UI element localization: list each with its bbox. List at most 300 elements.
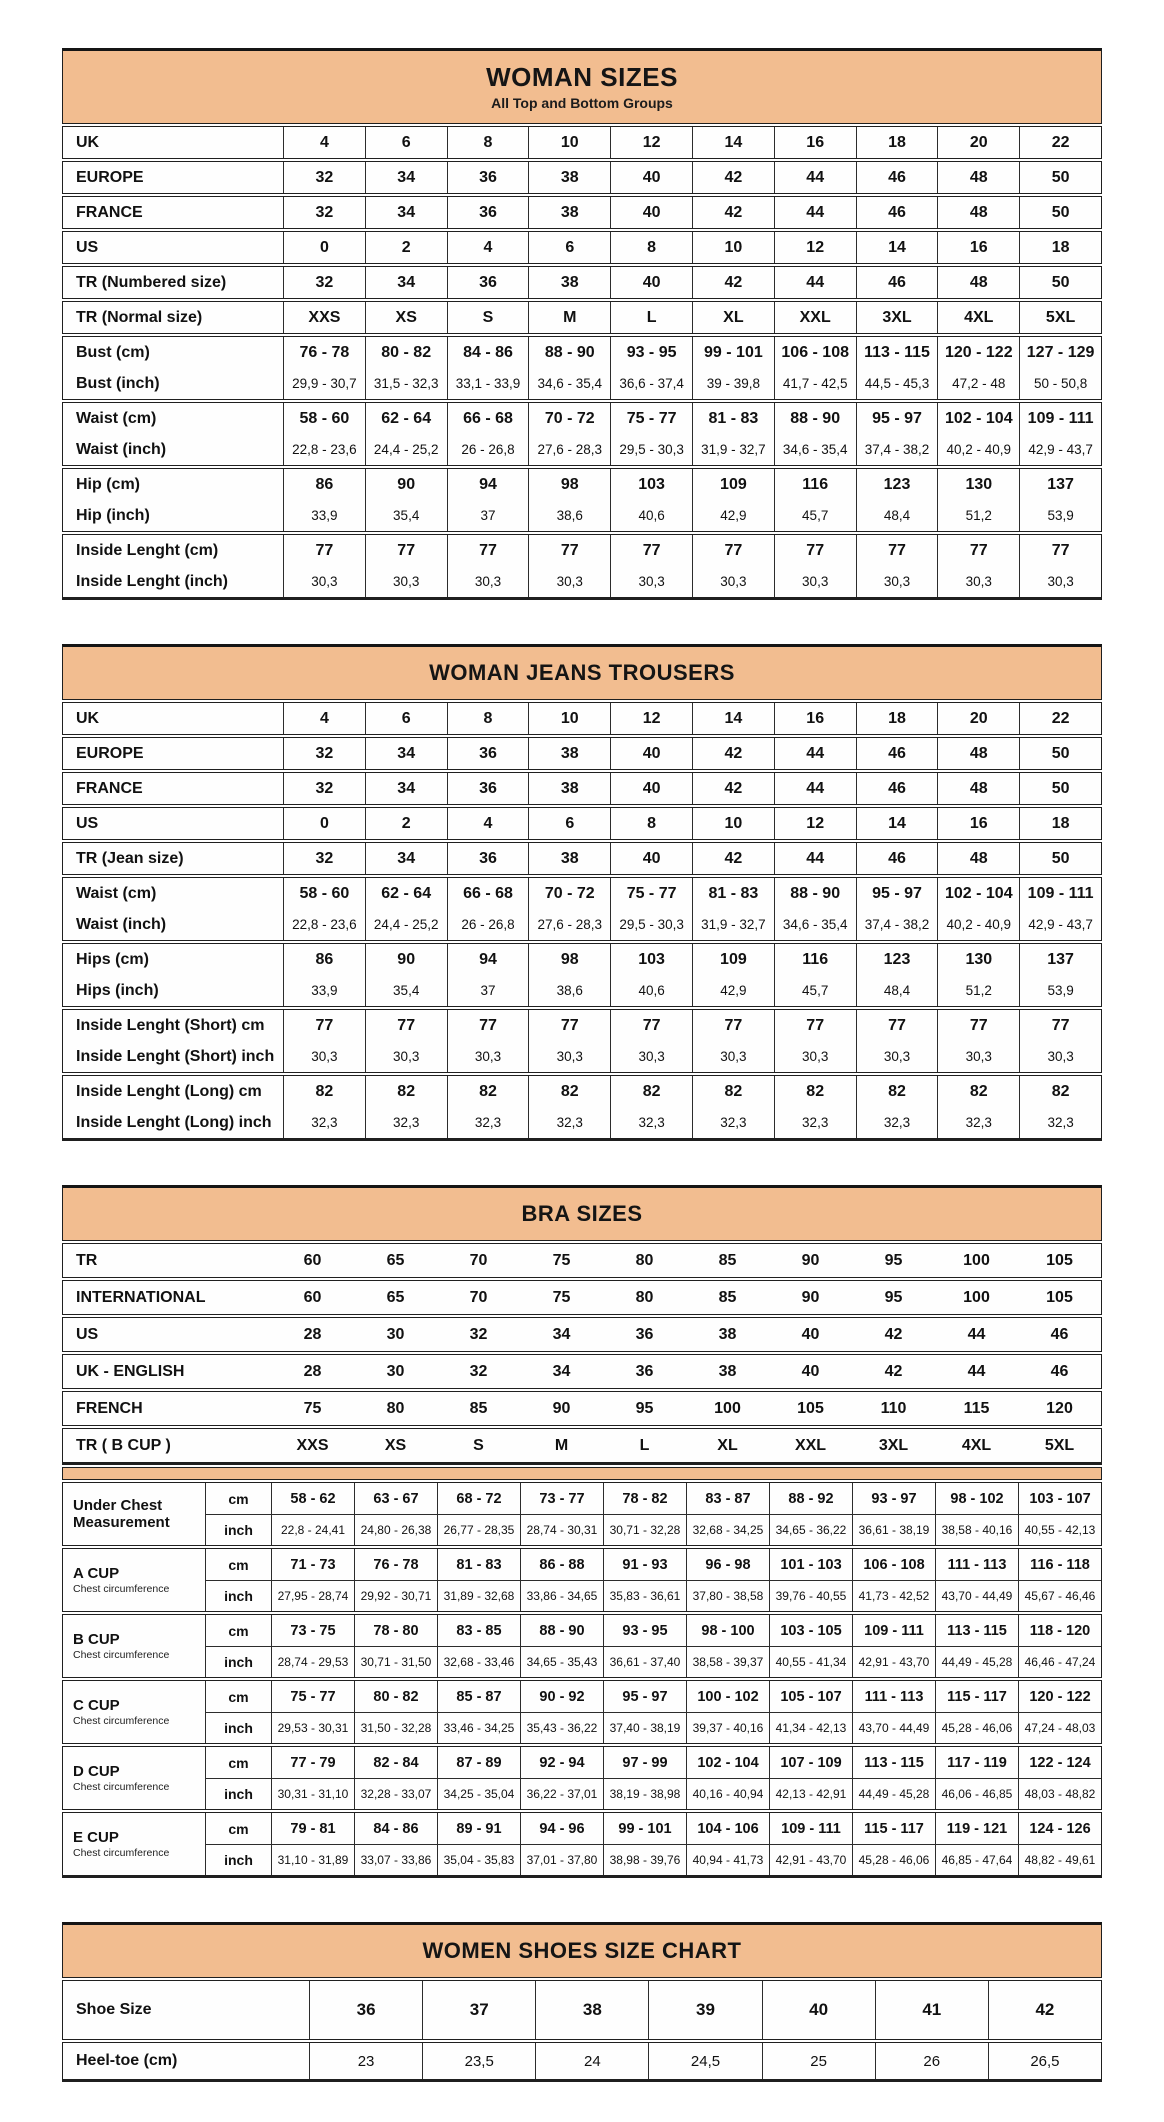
size-cell: 0 [283,808,365,839]
cup-inch-cell: 28,74 - 29,53 [271,1646,354,1677]
size-row-group [62,842,1102,875]
size-cell: 123 [856,469,938,500]
size-row-group [62,1391,1102,1426]
size-cell: 60 [303,1288,322,1306]
size-cell: 42 [692,197,774,228]
size-cell: 77 [528,1010,610,1041]
table-row [63,1981,1101,2039]
table-row [63,975,1101,1006]
size-cell: 50 [1019,773,1101,804]
size-cell: 34 [552,1325,571,1343]
size-cell: L [610,302,692,333]
size-cell: 42 [692,162,774,193]
table-subtitle: All Top and Bottom Groups [491,94,673,111]
size-cell: 99 - 101 [692,337,774,368]
size-cell: 31,9 - 32,7 [692,434,774,465]
size-cell: 24,4 - 25,2 [365,434,447,465]
size-cell: 32,3 [528,1107,610,1138]
size-cell: 82 [283,1076,365,1107]
size-cell: 102 - 104 [937,878,1019,909]
cup-cm-cell: 97 - 99 [603,1747,686,1778]
size-cell: 32 [283,773,365,804]
cup-cm-cell: 84 - 86 [354,1813,437,1844]
table-row [63,500,1101,531]
size-cell: 36 [447,843,529,874]
cup-cm-cell: 92 - 94 [520,1747,603,1778]
size-cell: 16 [774,703,856,734]
bra-sizes-header [62,1185,1102,1241]
size-cell: 12 [774,808,856,839]
size-cell: 77 [283,535,365,566]
size-cell: 30,3 [774,1041,856,1072]
cup-inch-cell: 46,06 - 46,85 [935,1778,1018,1809]
cup-inch-cell: 47,24 - 48,03 [1018,1712,1101,1743]
size-cell: 88 - 90 [774,878,856,909]
size-cell: 137 [1019,944,1101,975]
cup-title: B CUP [73,1630,120,1648]
cup-cm-cell: 79 - 81 [271,1813,354,1844]
size-cell: 50 [1019,162,1101,193]
size-cell: 95 [884,1251,903,1269]
size-cell: 80 [635,1288,654,1306]
size-cell: 93 - 95 [610,337,692,368]
size-cell: 34 [365,738,447,769]
cup-cm-cell: 93 - 95 [603,1615,686,1646]
size-cell: 77 [692,1010,774,1041]
row-label: EUROPE [76,168,144,186]
size-cell: 14 [856,808,938,839]
size-cell: 27,6 - 28,3 [528,434,610,465]
cup-inch-cell: 29,53 - 30,31 [271,1712,354,1743]
cup-cm-cell: 113 - 115 [852,1747,935,1778]
table-row [63,808,1101,839]
cup-cm-cell: 101 - 103 [769,1549,852,1580]
cup-inch-cell: 40,16 - 40,94 [686,1778,769,1809]
size-cell: 40,2 - 40,9 [937,909,1019,940]
table-row [63,878,1101,909]
size-cell: 30,3 [856,566,938,597]
cup-cm-cell: 73 - 77 [520,1483,603,1514]
size-cell: 26 - 26,8 [447,434,529,465]
size-row-group [62,1243,1102,1278]
size-cell: 32,3 [283,1107,365,1138]
cup-cm-cell: 58 - 62 [271,1483,354,1514]
size-cell: 29,9 - 30,7 [283,368,365,399]
size-row-group [62,1980,1102,2040]
size-row-group [62,1075,1102,1141]
cup-subtitle: Chest circumference [73,1649,170,1662]
size-cell: 103 [610,944,692,975]
size-cell: XS [365,302,447,333]
size-cell: 29,5 - 30,3 [610,434,692,465]
size-cell: 38 [528,773,610,804]
cup-cm-cell: 106 - 108 [852,1549,935,1580]
size-cell: 4 [283,703,365,734]
table-row [63,368,1101,399]
size-cell: 40 [610,843,692,874]
size-cell: 90 [552,1399,571,1417]
cup-row-group [62,1680,1102,1744]
size-cell: 50 - 50,8 [1019,368,1101,399]
size-cell: 86 [283,469,365,500]
size-cell: 130 [937,944,1019,975]
cup-inch-cell: 32,28 - 33,07 [354,1778,437,1809]
size-cell: 4 [447,232,529,263]
size-row-group [62,1354,1102,1389]
size-cell: 77 [937,1010,1019,1041]
size-cell: 100 [963,1288,990,1306]
size-cell: 90 [365,469,447,500]
unit-inch-label: inch [205,1778,271,1809]
size-cell: 33,1 - 33,9 [447,368,529,399]
size-cell: 44 [774,267,856,298]
cup-title: D CUP [73,1762,120,1780]
size-cell: 32,3 [856,1107,938,1138]
size-row-group [62,1280,1102,1315]
size-cell: 50 [1019,738,1101,769]
row-label: US [76,814,99,832]
cup-inch-cell: 24,80 - 26,38 [354,1514,437,1545]
size-cell: 42,9 - 43,7 [1019,909,1101,940]
size-cell: 12 [610,703,692,734]
size-cell: 48 [937,738,1019,769]
bra-conversion-grid [62,1243,1102,1465]
cup-inch-cell: 44,49 - 45,28 [852,1778,935,1809]
size-cell: 4 [447,808,529,839]
size-cell: 6 [528,232,610,263]
size-cell: 82 [1019,1076,1101,1107]
size-row-group [62,336,1102,400]
size-cell: 65 [386,1288,405,1306]
size-cell: 82 [610,1076,692,1107]
cup-label [63,1615,205,1677]
cup-cm-cell: 116 - 118 [1018,1549,1101,1580]
cup-inch-cell: 31,89 - 32,68 [437,1580,520,1611]
size-cell: 90 [801,1288,820,1306]
size-cell: 77 [1019,535,1101,566]
table-row [63,1318,1101,1351]
cup-cm-cell: 99 - 101 [603,1813,686,1844]
table-row [63,1244,1101,1277]
size-cell: 50 [1019,267,1101,298]
size-cell: 48,4 [856,500,938,531]
bra-sizes-table [62,1185,1102,1878]
size-cell: 66 - 68 [447,403,529,434]
cup-cm-cell: 98 - 102 [935,1483,1018,1514]
size-cell: 90 [801,1251,820,1269]
cup-cm-cell: 115 - 117 [935,1681,1018,1712]
size-cell: 32,3 [774,1107,856,1138]
table-row [63,1392,1101,1425]
size-cell: 34 [365,773,447,804]
cup-inch-cell: 48,82 - 49,61 [1018,1844,1101,1875]
size-cell: 30,3 [610,566,692,597]
cup-cm-cell: 111 - 113 [852,1681,935,1712]
size-cell: 77 [937,535,1019,566]
size-cell: 80 - 82 [365,337,447,368]
size-cell: 40 [610,162,692,193]
cup-cm-cell: 88 - 90 [520,1615,603,1646]
cup-cm-cell: 119 - 121 [935,1813,1018,1844]
cup-inch-cell: 36,61 - 38,19 [852,1514,935,1545]
size-cell: 40 [801,1362,820,1380]
size-cell: 41,7 - 42,5 [774,368,856,399]
size-row-group [62,772,1102,805]
cup-inch-cell: 48,03 - 48,82 [1018,1778,1101,1809]
size-cell: 23,5 [422,2043,535,2079]
size-cell: 98 [528,469,610,500]
cup-subtitle: Chest circumference [73,1781,170,1794]
size-cell: 40 [762,1981,875,2039]
size-cell: 22 [1019,127,1101,158]
cup-cm-cell: 96 - 98 [686,1549,769,1580]
size-cell: 95 - 97 [856,878,938,909]
size-cell: 45,7 [774,975,856,1006]
size-cell: 32 [283,843,365,874]
size-cell: 100 [714,1399,741,1417]
cup-cm-cell: 88 - 92 [769,1483,852,1514]
size-cell: 127 - 129 [1019,337,1101,368]
size-cell: 16 [774,127,856,158]
cup-inch-cell: 39,37 - 40,16 [686,1712,769,1743]
size-cell: 20 [937,703,1019,734]
size-row-group [62,2042,1102,2082]
cup-inch-cell: 33,46 - 34,25 [437,1712,520,1743]
size-cell: 30,3 [528,1041,610,1072]
bra-cup-grid [62,1482,1102,1878]
size-cell: 44 [967,1362,986,1380]
table-row [63,566,1101,597]
size-cell: 42,9 [692,500,774,531]
size-cell: 22,8 - 23,6 [283,909,365,940]
size-cell: 38 [718,1325,737,1343]
size-cell: 48 [937,843,1019,874]
cup-row-group [62,1812,1102,1878]
size-cell: 75 [303,1399,322,1417]
size-cell: 30,3 [1019,1041,1101,1072]
size-cell: 33,9 [283,975,365,1006]
size-cell: 29,5 - 30,3 [610,909,692,940]
table-title: BRA SIZES [521,1201,643,1227]
size-cell: L [639,1436,650,1454]
size-cell: XL [717,1436,738,1454]
size-cell: 30,3 [937,1041,1019,1072]
size-row-group [62,1428,1102,1465]
size-cell: 32,3 [365,1107,447,1138]
unit-cm-label: cm [205,1615,271,1646]
cup-inch-cell: 32,68 - 34,25 [686,1514,769,1545]
jeans-trousers-table [62,644,1102,1141]
size-cell: 80 [386,1399,405,1417]
size-cell: 40,2 - 40,9 [937,434,1019,465]
cup-cm-cell: 109 - 111 [852,1615,935,1646]
size-cell: 77 [528,535,610,566]
size-cell: 46 [856,738,938,769]
size-cell: 36 [447,197,529,228]
cup-inch-cell: 40,94 - 41,73 [686,1844,769,1875]
cup-inch-cell: 30,71 - 32,28 [603,1514,686,1545]
size-cell: 39 - 39,8 [692,368,774,399]
size-cell: 18 [856,127,938,158]
table-row [63,232,1101,263]
table-row [63,843,1101,874]
size-cell: 8 [447,703,529,734]
size-cell: 44 [774,197,856,228]
size-cell: 109 [692,469,774,500]
size-cell: 34 [365,843,447,874]
orange-divider [62,1467,1102,1480]
size-cell: 32,3 [692,1107,774,1138]
table-row [63,738,1101,769]
size-cell: 82 [365,1076,447,1107]
size-cell: 88 - 90 [528,337,610,368]
size-cell: 39 [648,1981,761,2039]
cup-cm-cell: 77 - 79 [271,1747,354,1778]
cup-inch-cell: 40,55 - 41,34 [769,1646,852,1677]
row-label: TR (Normal size) [76,308,203,326]
size-cell: 30,3 [447,1041,529,1072]
cup-title: E CUP [73,1828,119,1846]
unit-inch-label: inch [205,1646,271,1677]
size-cell: 32 [469,1325,488,1343]
size-cell: 46 [1050,1362,1069,1380]
size-cell: 26 - 26,8 [447,909,529,940]
size-row-group [62,1317,1102,1352]
table-row [63,2043,1101,2079]
size-cell: 116 [774,944,856,975]
table-title: WOMEN SHOES SIZE CHART [422,1938,742,1964]
size-cell: 94 [447,944,529,975]
cup-inch-cell: 42,91 - 43,70 [852,1646,935,1677]
size-cell: 36 [447,738,529,769]
size-cell: 120 [1046,1399,1073,1417]
size-cell: 10 [528,127,610,158]
size-cell: 30,3 [365,1041,447,1072]
row-label: Inside Lenght (Short) inch [76,1047,275,1065]
size-cell: 48 [937,162,1019,193]
size-cell: 50 [1019,843,1101,874]
row-label: TR (Numbered size) [76,273,227,291]
cup-inch-cell: 27,95 - 28,74 [271,1580,354,1611]
table-title: WOMAN JEANS TROUSERS [429,660,735,686]
cup-inch-cell: 37,01 - 37,80 [520,1844,603,1875]
size-cell: 37,4 - 38,2 [856,434,938,465]
size-cell: 18 [856,703,938,734]
row-label: Hip (cm) [76,475,140,493]
woman-sizes-table [62,48,1102,600]
size-cell: 6 [365,127,447,158]
cup-cm-cell: 111 - 113 [935,1549,1018,1580]
cup-inch-cell: 33,86 - 34,65 [520,1580,603,1611]
size-cell: 48 [937,267,1019,298]
unit-cm-label: cm [205,1747,271,1778]
cup-label [63,1813,205,1875]
size-cell: 40 [610,738,692,769]
size-cell: 48 [937,197,1019,228]
row-label: Inside Lenght (Short) cm [76,1016,265,1034]
size-cell: 50 [1019,197,1101,228]
size-cell: 22 [1019,703,1101,734]
size-cell: XXS [283,302,365,333]
row-label: Inside Lenght (Long) inch [76,1113,272,1131]
size-cell: 8 [447,127,529,158]
cup-inch-cell: 38,58 - 40,16 [935,1514,1018,1545]
size-row-group [62,877,1102,941]
size-cell: 70 - 72 [528,878,610,909]
unit-cm-label: cm [205,1681,271,1712]
size-cell: 12 [774,232,856,263]
unit-inch-label: inch [205,1580,271,1611]
cup-label [63,1681,205,1743]
size-cell: 46 [856,843,938,874]
size-cell: 80 [635,1251,654,1269]
size-cell: 10 [692,232,774,263]
size-cell: 77 [283,1010,365,1041]
size-cell: 115 [963,1399,990,1417]
table-row [63,1010,1101,1041]
cup-cm-cell: 78 - 82 [603,1483,686,1514]
size-cell: 30,3 [856,1041,938,1072]
table-title: WOMAN SIZES [486,62,678,93]
table-row [63,1281,1101,1314]
cup-inch-cell: 36,61 - 37,40 [603,1646,686,1677]
row-label: US [76,238,99,256]
cup-cm-cell: 109 - 111 [769,1813,852,1844]
cup-cm-cell: 86 - 88 [520,1549,603,1580]
size-cell: 62 - 64 [365,403,447,434]
size-cell: 110 [880,1399,907,1417]
cup-inch-cell: 34,65 - 35,43 [520,1646,603,1677]
size-cell: 77 [610,535,692,566]
size-cell: 30,3 [774,566,856,597]
cup-cm-cell: 89 - 91 [437,1813,520,1844]
cup-row-group [62,1746,1102,1810]
cup-cm-cell: 78 - 80 [354,1615,437,1646]
size-cell: 41 [875,1981,988,2039]
shoes-size-grid [62,1980,1102,2082]
size-cell: 28 [303,1362,322,1380]
row-label: TR (Jean size) [76,849,184,867]
table-row [63,703,1101,734]
table-row [63,909,1101,940]
size-cell: 51,2 [937,500,1019,531]
cup-cm-cell: 68 - 72 [437,1483,520,1514]
size-cell: 82 [856,1076,938,1107]
cup-inch-cell: 37,40 - 38,19 [603,1712,686,1743]
cup-cm-cell: 103 - 105 [769,1615,852,1646]
size-cell: 32,3 [1019,1107,1101,1138]
table-row [63,302,1101,333]
cup-subtitle: Chest circumference [73,1715,170,1728]
table-row [63,1076,1101,1107]
cup-cm-cell: 103 - 107 [1018,1483,1101,1514]
table-row [63,434,1101,465]
size-cell: 31,9 - 32,7 [692,909,774,940]
cup-cm-cell: 117 - 119 [935,1747,1018,1778]
row-label: US [76,1325,99,1343]
row-label: Heel-toe (cm) [76,2052,178,2069]
row-label: Waist (cm) [76,409,157,427]
cup-inch-cell: 35,43 - 36,22 [520,1712,603,1743]
cup-title: A CUP [73,1564,120,1582]
row-label: INTERNATIONAL [76,1288,206,1306]
size-cell: 23 [309,2043,422,2079]
size-cell: 24 [535,2043,648,2079]
size-cell: M [528,302,610,333]
cup-cm-cell: 94 - 96 [520,1813,603,1844]
size-cell: 95 - 97 [856,403,938,434]
unit-inch-label: inch [205,1712,271,1743]
